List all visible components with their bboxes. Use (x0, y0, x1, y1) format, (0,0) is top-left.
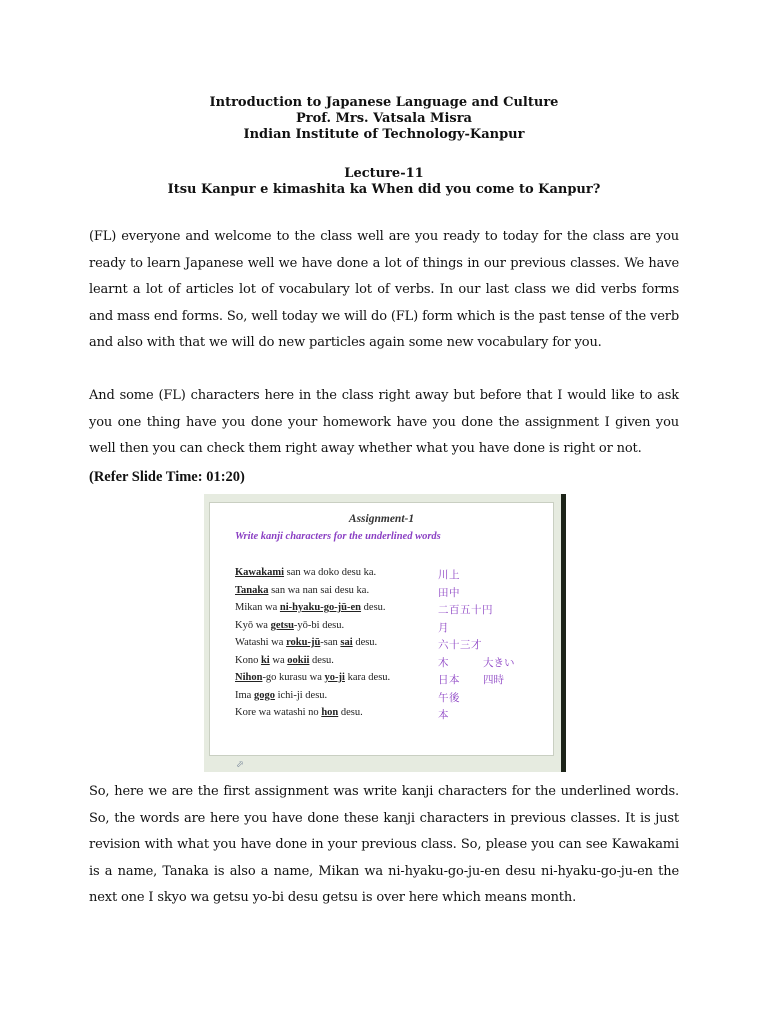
romaji-sentence (235, 620, 344, 631)
sentence-text: -san (320, 637, 341, 648)
course-title: Introduction to Japanese Language and Culture (209, 95, 559, 110)
kanji-answer: 月 (438, 621, 449, 634)
slide-title: Assignment-1 (348, 513, 415, 525)
sentence-text: Kore wa watashi no (235, 707, 322, 718)
assignment-row (235, 637, 545, 655)
lecture-header (0, 166, 768, 198)
sentence-text: Ima (235, 689, 254, 701)
document-header (0, 95, 768, 143)
sentence-text: Kono (235, 654, 261, 666)
underlined-word: yo-ji (324, 672, 345, 683)
kanji-answer: 本 (438, 709, 449, 721)
paragraph-explanation: So, here we are the first assignment was write kanji characters for the underlined words. So, the words are here you have done these kanji characters in previous classes. It is just revision with what you have done in your previous class. So, please you can see Kawakami is a name, Tanaka is also a name, Mikan wa ni-hyaku-go-ju-en desu ni-hyaku-go-ju-en the next one I skyo wa getsu yo-bi desu getsu is over here which means month. (89, 784, 679, 905)
assignment-row (235, 707, 545, 725)
lecture-title: Itsu Kanpur e kimashita ka When did you come to Kanpur? (167, 182, 601, 197)
romaji-sentence (235, 707, 363, 718)
underlined-word: hon (321, 707, 339, 718)
underlined-word: ni-hyaku-go-jū-en (279, 602, 362, 613)
sentence-text: san wa nan sai desu ka. (268, 584, 370, 596)
sentence-text: -yō-bi desu. (293, 619, 345, 631)
lecture-number: Lecture-11 (344, 166, 424, 181)
assignment-row (235, 567, 545, 585)
romaji-sentence (235, 585, 369, 596)
sentence-text: wa (262, 602, 280, 613)
sentence-text: Kyō wa (235, 619, 271, 631)
sentence-text: desu. (338, 707, 363, 718)
underlined-word: sai (340, 637, 353, 648)
kanji-answer: 田中 (438, 586, 460, 599)
romaji-sentence (235, 602, 386, 613)
kanji-answer-secondary: 四時 (483, 674, 504, 686)
sentence-text: wa (269, 654, 288, 666)
kanji-answer: 木 (438, 656, 449, 669)
underlined-word: ki (260, 654, 270, 666)
slide-panel (209, 502, 554, 756)
sentence-text: desu. (309, 654, 334, 666)
romaji-sentence (235, 567, 376, 578)
assignment-row (235, 690, 545, 708)
sentence-text: ichi-ji desu. (274, 689, 328, 701)
kanji-answer: 二百五十円 (438, 604, 493, 616)
slide-image (204, 494, 566, 772)
slide-subtitle: Write kanji characters for the underlined words (235, 531, 441, 542)
kanji-answer: 六十三才 (438, 639, 482, 651)
romaji-sentence (235, 655, 334, 666)
underlined-word: Kawakami (235, 567, 285, 578)
kanji-answer: 川上 (438, 569, 460, 581)
assignment-row (235, 672, 545, 690)
cursor-icon: ⬀ (236, 760, 244, 770)
assignment-row (235, 655, 545, 673)
assignment-row (235, 620, 545, 638)
assignment-row (235, 602, 545, 620)
sentence-text: Mikan (235, 602, 263, 613)
professor-name: Prof. Mrs. Vatsala Misra (296, 111, 472, 126)
sentence-text: san wa doko desu ka. (284, 567, 377, 578)
paragraph-homework: And some (FL) characters here in the class right away but before that I would like to ask you one thing have you done your homework have you done the assignment I given you well then you can check them right away whether what you have done is right or not. (89, 388, 679, 456)
institute-name: Indian Institute of Technology-Kanpur (243, 127, 525, 142)
kanji-answer-secondary: 大きい (483, 656, 515, 669)
paragraph-intro: (FL) everyone and welcome to the class well are you ready to today for the class are you ready to learn Japanese well we have done a lot of things in our previous classes. We have learnt a lot of articles lot of vocabulary lot of verbs. In our last class we did verbs forms and mass end forms. So, well today we will do (FL) form which is the past tense of the verb and also with that we will do new particles again some new vocabulary for you. (89, 229, 679, 350)
kanji-answer: 午後 (438, 691, 460, 704)
assignment-list (235, 567, 545, 725)
sentence-text: desu. (361, 602, 386, 613)
underlined-word: roku-jū (286, 637, 321, 648)
underlined-word: Tanaka (235, 584, 269, 596)
underlined-word: gogo (253, 689, 275, 701)
sentence-text: -go kurasu wa (262, 672, 325, 683)
assignment-row (235, 585, 545, 603)
sentence-text: kara desu. (344, 672, 391, 683)
sentence-text: Watashi wa (235, 637, 287, 648)
underlined-word: getsu (270, 619, 294, 631)
kanji-answer: 日本 (438, 674, 460, 686)
underlined-word: Nihon (235, 672, 263, 683)
sentence-text: desu. (352, 637, 378, 648)
romaji-sentence (235, 690, 327, 701)
romaji-sentence (235, 672, 390, 683)
refer-slide-time: (Refer Slide Time: 01:20) (89, 469, 245, 485)
underlined-word: ookii (287, 654, 310, 666)
romaji-sentence (235, 637, 377, 648)
